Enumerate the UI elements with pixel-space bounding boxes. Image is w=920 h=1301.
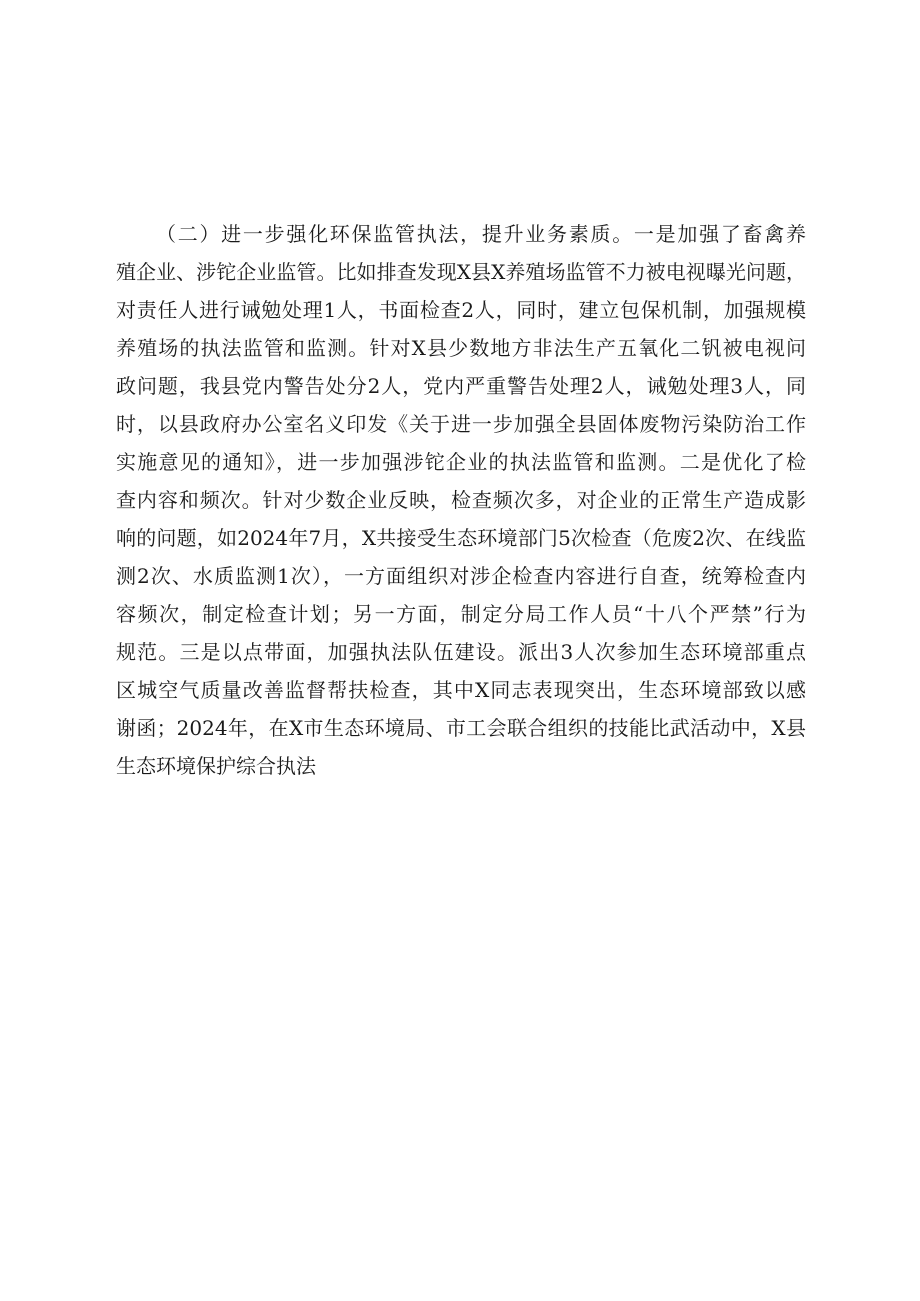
paragraph-line: 响的问题，如2024年7月，X共接受生态环境部门5次检查（危废2次、在线监 (116, 526, 806, 550)
paragraph-line: 政问题，我县党内警告处分2人，党内严重警告处理2人，诫勉处理3人，同 (116, 374, 806, 398)
paragraph-line: 养殖场的执法监管和监测。针对X县少数地方非法生产五氧化二钒被电视问 (116, 336, 806, 360)
paragraph-line: 实施意见的通知》，进一步加强涉铊企业的执法监管和监测。二是优化了检 (116, 450, 806, 474)
paragraph-line: 时，以县政府办公室名义印发《关于进一步加强全县固体废物污染防治工作 (116, 412, 806, 436)
paragraph-line: 区城空气质量改善监督帮扶检查，其中X同志表现突出，生态环境部致以感 (116, 678, 806, 702)
paragraph-line: 对责任人进行诫勉处理1人，书面检查2人，同时，建立包保机制，加强规模 (116, 298, 806, 322)
paragraph-line: 容频次，制定检查计划；另一方面，制定分局工作人员“十八个严禁”行为 (116, 602, 806, 626)
paragraph-line: （二）进一步强化环保监管执法，提升业务素质。一是加强了畜禽养 (156, 222, 806, 246)
body-paragraph (116, 215, 806, 785)
paragraph-line: 生态环境保护综合执法 (116, 754, 316, 778)
paragraph-line: 殖企业、涉铊企业监管。比如排查发现X县X养殖场监管不力被电视曝光问题， (116, 260, 806, 284)
paragraph-line: 规范。三是以点带面，加强执法队伍建设。派出3人次参加生态环境部重点 (116, 640, 806, 664)
paragraph-line: 测2次、水质监测1次），一方面组织对涉企检查内容进行自查，统筹检查内 (116, 564, 806, 588)
paragraph-line: 谢函；2024年，在X市生态环境局、市工会联合组织的技能比武活动中，X县 (116, 716, 806, 740)
paragraph-line: 查内容和频次。针对少数企业反映，检查频次多，对企业的正常生产造成影 (116, 488, 806, 512)
